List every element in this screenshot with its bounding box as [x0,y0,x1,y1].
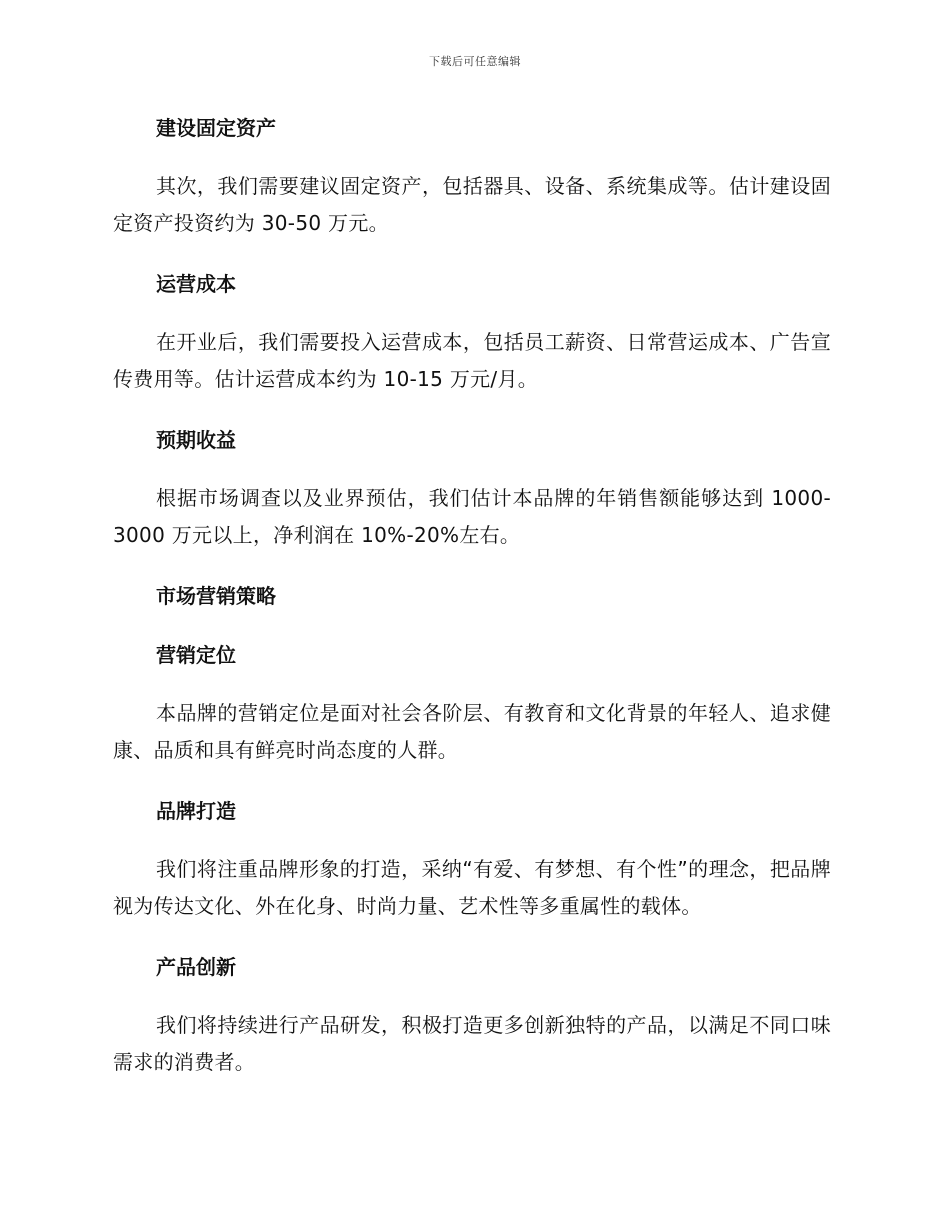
document-body [113,110,831,1081]
section-heading-marketing-strategy: 市场营销策略 [156,584,276,608]
section-heading-product-innovation: 产品创新 [156,955,236,979]
section-paragraph-fixed-assets: 其次，我们需要建议固定资产，包括器具、设备、系统集成等。估计建设固定资产投资约为 30-50 万元。 [113,174,831,235]
section-paragraph-product-innovation: 我们将持续进行产品研发，积极打造更多创新独特的产品，以满足不同口味需求的消费者。 [113,1013,831,1074]
section-paragraph-brand-building: 我们将注重品牌形象的打造，采纳“有爱、有梦想、有个性”的理念，把品牌视为传达文化、外在化身、时尚力量、艺术性等多重属性的载体。 [113,857,831,918]
section-paragraph-operating-cost: 在开业后，我们需要投入运营成本，包括员工薪资、日常营运成本、广告宣传费用等。估计运营成本约为 10-15 万元/月。 [113,330,831,391]
section-paragraph-expected-revenue: 根据市场调查以及业界预估，我们估计本品牌的年销售额能够达到 1000-3000 万元以上，净利润在 10%-20%左右。 [113,486,831,547]
section-heading-fixed-assets: 建设固定资产 [156,116,276,140]
section-heading-operating-cost: 运营成本 [156,272,236,296]
header-note: 下载后可任意编辑 [429,55,521,68]
section-heading-marketing-positioning: 营销定位 [156,643,236,667]
section-paragraph-marketing-positioning: 本品牌的营销定位是面对社会各阶层、有教育和文化背景的年轻人、追求健康、品质和具有鲜亮时尚态度的人群。 [113,701,831,762]
section-heading-expected-revenue: 预期收益 [156,428,236,452]
section-heading-brand-building: 品牌打造 [156,799,236,823]
